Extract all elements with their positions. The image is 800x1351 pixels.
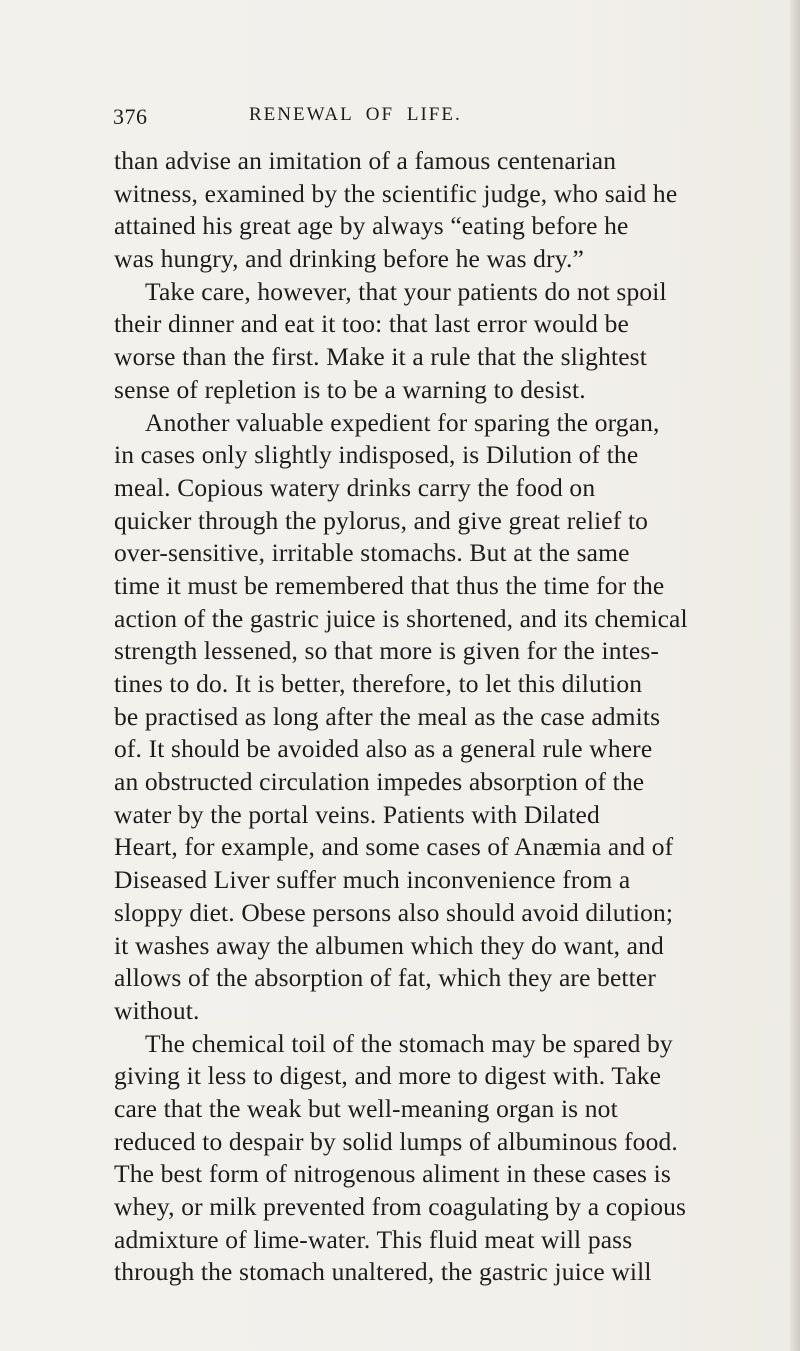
text-line: care that the weak but well-meaning organ is not [114, 1093, 618, 1123]
page-number: 376 [113, 104, 148, 129]
text-line: The chemical toil of the stomach may be spared by [145, 1028, 673, 1058]
text-line: Diseased Liver suffer much inconvenience from a [114, 865, 631, 895]
text-line: without. [114, 995, 200, 1025]
text-line: reduced to despair by solid lumps of albuminous food. [114, 1126, 678, 1156]
text-line: be practised as long after the meal as the case admits [114, 701, 661, 731]
text-line: through the stomach unaltered, the gastric juice will [114, 1257, 652, 1287]
text-line: time it must be remembered that thus the time for the [114, 570, 665, 600]
text-line: Take care, however, that your patients do not spoil [145, 276, 667, 306]
text-line: of. It should be avoided also as a general rule where [114, 734, 653, 764]
text-line: Another valuable expedient for sparing the organ, [145, 407, 660, 437]
text-line: The best form of nitrogenous aliment in these cases is [114, 1159, 671, 1189]
text-line: sloppy diet. Obese persons also should avoid dilution; [114, 897, 674, 927]
text-line: in cases only slightly indisposed, is Dilution of the [114, 440, 639, 470]
text-line: water by the portal veins. Patients with Dilated [114, 799, 600, 829]
text-line: tines to do. It is better, therefore, to let this dilution [114, 669, 643, 698]
text-line: allows of the absorption of fat, which they are better [114, 963, 657, 993]
text-line: Heart, for example, and some cases of Anæmia and of [114, 832, 674, 862]
text-line: attained his great age by always “eating before he [114, 211, 629, 241]
text-line: their dinner and eat it too: that last error would be [114, 309, 629, 339]
text-line: than advise an imitation of a famous centenarian [114, 146, 617, 175]
text-line: whey, or milk prevented from coagulating by a copious [114, 1192, 687, 1221]
text-line: it washes away the albumen which they do want, and [114, 930, 664, 960]
text-line: strength lessened, so that more is given for the intes- [114, 636, 660, 666]
text-line: was hungry, and drinking before he was dry.” [114, 244, 584, 274]
running-head: RENEWAL OF LIFE. [249, 104, 462, 125]
text-line: witness, examined by the scientific judge, who said he [114, 178, 678, 208]
text-line: an obstructed circulation impedes absorption of the [114, 767, 645, 797]
body-text [114, 145, 800, 1289]
page-header [113, 104, 713, 134]
text-line: action of the gastric juice is shortened, and its chemical [114, 603, 688, 633]
text-line: over-sensitive, irritable stomachs. But at the same [114, 538, 630, 568]
text-line: sense of repletion is to be a warning to desist. [114, 374, 586, 404]
text-line: giving it less to digest, and more to digest with. Take [114, 1061, 662, 1091]
text-line: worse than the first. Make it a rule that the slightest [114, 342, 647, 372]
text-line: meal. Copious watery drinks carry the food on [114, 472, 596, 502]
text-line: admixture of lime-water. This fluid meat will pass [114, 1224, 633, 1254]
text-line: quicker through the pylorus, and give great relief to [114, 505, 649, 535]
